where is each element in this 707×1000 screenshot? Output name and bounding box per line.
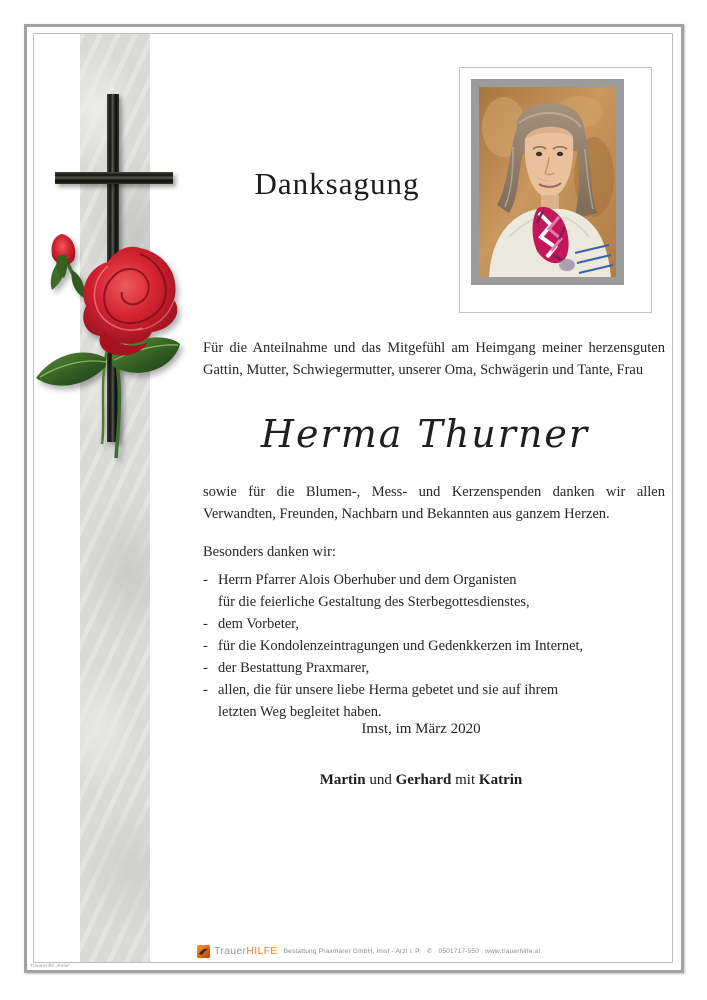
signer-name: Katrin (478, 772, 523, 788)
brand-orange-part: HILFE (246, 945, 278, 957)
special-thanks-heading: Besonders danken wir: (203, 544, 336, 560)
thanks-paragraph: sowie für die Blumen-, Mess- und Kerzenspenden danken wir allen Verwandten, Freunden, Nachbarn und Bekannten aus ganzem Herzen. (203, 484, 665, 522)
special-thanks-list (203, 569, 665, 723)
signature-conjunction: mit (451, 772, 479, 788)
card-title: Danksagung (254, 166, 420, 201)
brand-wordmark (214, 945, 278, 957)
deceased-name: Herma Thurner (260, 412, 590, 456)
list-dash: - (203, 638, 208, 654)
list-item-line: Herrn Pfarrer Alois Oberhuber und dem Organisten (218, 572, 517, 588)
list-item-line: allen, die für unsere liebe Herma gebetet und sie auf ihrem (218, 682, 559, 698)
signer-name: Gerhard (395, 772, 452, 788)
place-and-date: Imst, im März 2020 (361, 721, 481, 737)
intro-paragraph: Für die Anteilnahme und das Mitgefühl am Heimgang meiner herzensguten Gattin, Mutter, Schwiegermutter, unserer Oma, Schwägerin und Tante, Frau (203, 340, 665, 378)
list-item (203, 657, 665, 679)
phone-icon: ✆ (426, 948, 433, 955)
signer-name: Martin (319, 772, 366, 788)
list-item (203, 569, 665, 613)
list-item-line: für die feierliche Gestaltung des Sterbegottesdienstes, (218, 594, 530, 610)
motif-copyright-note: © TrauerHilfe „Rose“ (25, 963, 71, 968)
brand-gray-part: Trauer (214, 945, 247, 957)
website-url: www.trauerhilfe.at (485, 947, 541, 955)
list-dash: - (203, 660, 208, 676)
list-item (203, 613, 665, 635)
list-item-line: der Bestattung Praxmarer, (218, 660, 370, 676)
red-rose-icon (28, 226, 184, 478)
portrait-photo-frame (459, 67, 652, 313)
list-item (203, 679, 665, 723)
list-dash: - (203, 572, 208, 588)
funeral-home-footer (197, 943, 540, 959)
company-info: Bestattung Praxmarer GmbH, Imst - Arzl i. P. (283, 947, 421, 955)
list-item-line: dem Vorbeter, (218, 616, 300, 632)
list-item-line: für die Kondolenzeintragungen und Gedenkkerzen im Internet, (218, 638, 584, 654)
list-dash: - (203, 616, 208, 632)
trauerhilfe-logo-icon (197, 945, 210, 958)
phone-number: 0501717-550 (438, 947, 480, 955)
signature-line (203, 772, 639, 789)
list-item-line: letzten Weg begleitet haben. (218, 704, 382, 720)
memorial-cross-icon (55, 172, 173, 184)
portrait-photo (471, 79, 624, 285)
signature-conjunction: und (365, 772, 396, 788)
list-item (203, 635, 665, 657)
list-dash: - (203, 682, 208, 698)
